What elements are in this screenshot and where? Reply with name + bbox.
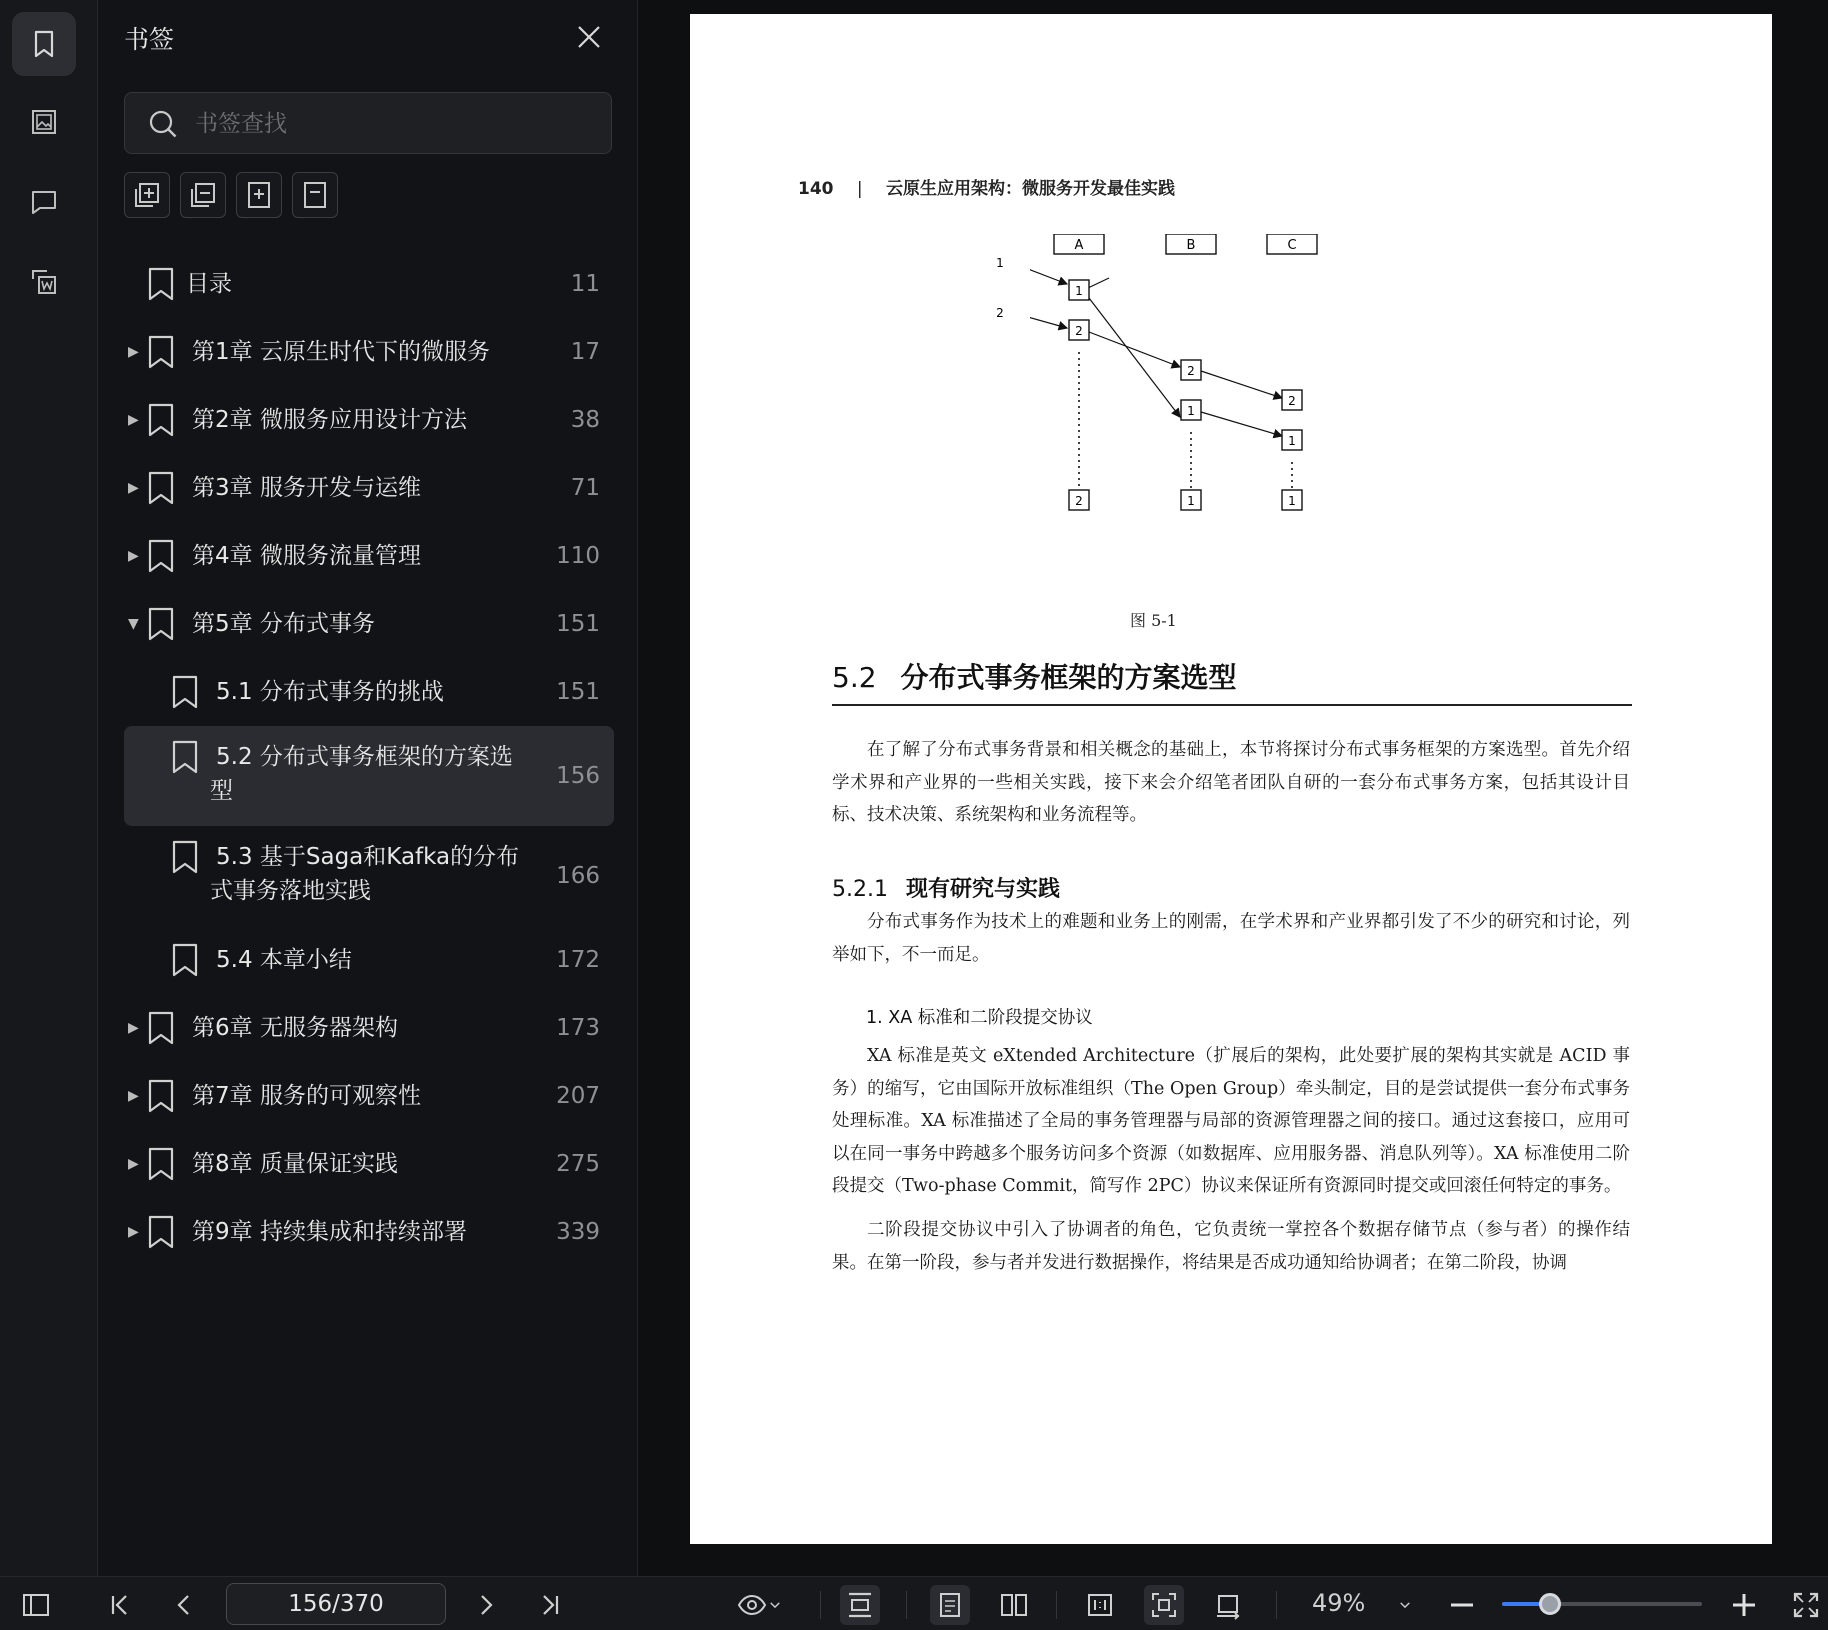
box-label: 1 [1075, 284, 1083, 298]
bookmark-icon [170, 675, 200, 709]
collapse-all-button[interactable] [180, 172, 226, 218]
sidebar-icon [21, 1590, 51, 1620]
subsection-number: 5.2.1 [832, 877, 888, 902]
running-header [798, 174, 1175, 199]
bookmark-icon [146, 1215, 176, 1249]
zoom-slider-handle[interactable] [1539, 1593, 1561, 1615]
close-panel-button[interactable] [574, 22, 604, 52]
section-title: 分布式事务框架的方案选型 [900, 661, 1237, 694]
plus-icon [1729, 1590, 1759, 1620]
bookmark-page: 207 [556, 1083, 600, 1109]
bookmark-icon [146, 403, 176, 437]
last-page-icon [535, 1590, 565, 1620]
image-icon [28, 106, 60, 138]
expand-all-icon [131, 179, 163, 211]
toggle-sidebar-button[interactable] [16, 1585, 56, 1625]
section-heading [832, 656, 1632, 706]
bookmark-item-5-3[interactable] [124, 826, 614, 926]
bookmark-label: 目录 [186, 271, 232, 297]
bookmark-icon [170, 943, 200, 977]
collapse-arrow-icon[interactable]: ▼ [128, 616, 139, 632]
text-extract-tab[interactable] [12, 250, 76, 314]
fit-page-icon [1149, 1590, 1179, 1620]
bookmark-item-ch8[interactable] [124, 1130, 614, 1198]
document-page [690, 14, 1772, 1544]
box-label: 1 [1288, 434, 1296, 448]
fit-width-icon [845, 1590, 875, 1620]
expand-arrow-icon[interactable]: ▶ [128, 480, 139, 496]
single-page-icon [935, 1590, 965, 1620]
close-icon [574, 22, 604, 52]
panel-title: 书签 [124, 25, 175, 54]
bookmark-page: 166 [556, 863, 600, 889]
bookmark-page: 275 [556, 1151, 600, 1177]
bookmark-page: 151 [556, 611, 600, 637]
first-page-icon [105, 1590, 135, 1620]
bookmark-item-ch4[interactable] [124, 522, 614, 590]
eye-icon [737, 1590, 767, 1620]
bookmark-item-5-4[interactable] [124, 926, 614, 994]
bookmark-remove-icon [299, 179, 331, 211]
actual-size-button[interactable] [1080, 1585, 1120, 1625]
column-label-a: A [1074, 238, 1084, 253]
bookmark-icon [146, 1079, 176, 1113]
box-label: 2 [1075, 324, 1083, 338]
expand-arrow-icon[interactable]: ▶ [128, 412, 139, 428]
document-viewport[interactable] [638, 0, 1828, 1576]
bookmark-icon [170, 840, 200, 874]
box-label: 2 [1075, 494, 1083, 508]
bookmark-label: 第5章 分布式事务 [192, 611, 375, 637]
bookmark-label: 第8章 质量保证实践 [192, 1151, 398, 1177]
bookmark-label-line1: 5.2 分布式事务框架的方案选 [216, 744, 513, 770]
column-label-c: C [1287, 238, 1297, 253]
box-label: 1 [1187, 404, 1195, 418]
view-mode-dropdown[interactable] [730, 1585, 790, 1625]
thumbnails-tab[interactable] [12, 90, 76, 154]
rotate-icon [1213, 1590, 1243, 1620]
previous-page-button[interactable] [164, 1585, 204, 1625]
bookmark-icon [146, 471, 176, 505]
last-page-button[interactable] [530, 1585, 570, 1625]
collapse-all-icon [187, 179, 219, 211]
bookmark-search-input[interactable] [195, 105, 595, 143]
bookmark-item-5-1[interactable] [124, 658, 614, 726]
bookmark-page: 71 [570, 475, 600, 501]
fit-page-button[interactable] [1144, 1585, 1184, 1625]
bookmark-page: 172 [556, 947, 600, 973]
two-page-button[interactable] [994, 1585, 1034, 1625]
bookmark-page: 11 [570, 271, 600, 297]
expand-arrow-icon[interactable]: ▶ [128, 548, 139, 564]
expand-arrow-icon[interactable]: ▶ [128, 344, 139, 360]
add-bookmark-button[interactable] [236, 172, 282, 218]
zoom-dropdown-button[interactable] [1390, 1585, 1420, 1625]
bookmark-icon [146, 1147, 176, 1181]
bookmark-icon [28, 28, 60, 60]
bookmark-label: 5.1 分布式事务的挑战 [216, 679, 444, 705]
minus-icon [1447, 1590, 1477, 1620]
bookmark-page: 339 [556, 1219, 600, 1245]
paragraph-intro: 在了解了分布式事务背景和相关概念的基础上，本节将探讨分布式事务框架的方案选型。首先介绍学术界和产业界的一些相关实践，接下来会介绍笔者团队自研的一套分布式事务方案，包括其设计目标、技术决策、系统架构和业务流程等。 [832, 740, 1630, 825]
fullscreen-icon [1791, 1590, 1821, 1620]
bookmark-item-ch5[interactable] [124, 590, 614, 658]
bookmark-list [124, 250, 614, 1266]
bookmark-page: 151 [556, 679, 600, 705]
zoom-in-button[interactable] [1724, 1585, 1764, 1625]
bookmark-label: 5.4 本章小结 [216, 947, 352, 973]
chevron-down-icon [1397, 1590, 1413, 1620]
bookmark-label: 第2章 微服务应用设计方法 [192, 407, 467, 433]
expand-all-button[interactable] [124, 172, 170, 218]
bookmark-icon [146, 267, 176, 301]
bookmark-page: 173 [556, 1015, 600, 1041]
comment-icon [28, 186, 60, 218]
box-label: 2 [996, 306, 1004, 320]
bookmark-item-ch7[interactable] [124, 1062, 614, 1130]
first-page-button[interactable] [100, 1585, 140, 1625]
bookmark-item-toc[interactable] [124, 250, 614, 318]
bookmark-toolbar [124, 172, 338, 218]
bookmark-icon [146, 335, 176, 369]
subsection-heading [832, 872, 1060, 903]
header-page-number: 140 [798, 179, 834, 199]
bookmark-label: 第9章 持续集成和持续部署 [192, 1219, 467, 1245]
two-page-icon [999, 1590, 1029, 1620]
bookmark-label: 第6章 无服务器架构 [192, 1015, 398, 1041]
actual-size-icon [1085, 1590, 1115, 1620]
bookmark-search [124, 92, 612, 154]
box-label: 2 [1187, 364, 1195, 378]
figure-5-1 [1030, 234, 1430, 604]
text-frame-icon [28, 266, 60, 298]
bookmark-icon [170, 740, 200, 774]
bookmark-panel [98, 0, 638, 1576]
bookmark-page: 156 [556, 763, 600, 789]
expand-arrow-icon[interactable]: ▶ [128, 1088, 139, 1104]
bookmark-item-ch3[interactable] [124, 454, 614, 522]
header-separator: | [856, 179, 863, 199]
paragraph-xa: XA 标准是英文 eXtended Architecture（扩展后的架构，此处要扩展的架构其实就是 ACID 事务）的缩写，它由国际开放标准组织（The Open Group）牵头制定，目的是尝试提供一套分布式事务处理标准。XA 标准描述了全局的事务管理器与局部的资源管理器之间的接口。通过这套接口，应用可以在同一事务中跨越多个服务访问多个资源（如数据库、应用服务器、消息队列等）。XA 标准使用二阶段提交（Two-phase Commit，简写作 2PC）协议来保证所有资源同时提交或回滚任何特定的事务。 [832, 1046, 1630, 1196]
next-page-button[interactable] [466, 1585, 506, 1625]
box-label: 2 [1288, 394, 1296, 408]
header-book-title: 云原生应用架构：微服务开发最佳实践 [886, 179, 1176, 199]
zoom-out-button[interactable] [1442, 1585, 1482, 1625]
bookmark-page: 17 [570, 339, 600, 365]
list-heading-xa: 1. XA 标准和二阶段提交协议 [866, 1008, 1093, 1028]
bookmark-item-5-2[interactable] [124, 726, 614, 826]
box-label: 1 [1288, 494, 1296, 508]
bookmark-label: 第7章 服务的可观察性 [192, 1083, 421, 1109]
bookmark-add-icon [243, 179, 275, 211]
page-number-input[interactable]: 156/370 [226, 1583, 446, 1625]
comments-tab[interactable] [12, 170, 76, 234]
remove-bookmark-button[interactable] [292, 172, 338, 218]
zoom-level[interactable]: 49% [1312, 1589, 1366, 1617]
paragraph-research: 分布式事务作为技术上的难题和业务上的刚需，在学术界和产业界都引发了不少的研究和讨论，列举如下，不一而足。 [832, 912, 1630, 965]
bookmarks-tab[interactable] [12, 12, 76, 76]
section-number: 5.2 [832, 661, 877, 694]
bookmark-page: 38 [570, 407, 600, 433]
fit-width-button[interactable] [840, 1585, 880, 1625]
expand-arrow-icon[interactable]: ▶ [128, 1020, 139, 1036]
bookmark-page: 110 [556, 543, 600, 569]
paragraph-2pc: 二阶段提交协议中引入了协调者的角色，它负责统一掌控各个数据存储节点（参与者）的操作结果。在第一阶段，参与者并发进行数据操作，将结果是否成功通知给协调者；在第二阶段，协调 [832, 1220, 1630, 1273]
bookmark-item-ch1[interactable] [124, 318, 614, 386]
expand-arrow-icon[interactable]: ▶ [128, 1224, 139, 1240]
zoom-slider[interactable] [1502, 1602, 1702, 1606]
bookmark-label: 第3章 服务开发与运维 [192, 475, 421, 501]
fullscreen-button[interactable] [1786, 1585, 1826, 1625]
chevron-right-icon [471, 1590, 501, 1620]
bookmark-label-line2: 型 [210, 778, 233, 804]
chevron-left-icon [169, 1590, 199, 1620]
single-page-button[interactable] [930, 1585, 970, 1625]
column-label-b: B [1186, 238, 1196, 253]
bookmark-icon [146, 1011, 176, 1045]
subsection-title: 现有研究与实践 [905, 877, 1060, 902]
box-label: 1 [1187, 494, 1195, 508]
bookmark-label: 第4章 微服务流量管理 [192, 543, 421, 569]
search-icon [147, 108, 179, 140]
bookmark-label: 第1章 云原生时代下的微服务 [192, 339, 490, 365]
chevron-down-icon [767, 1590, 783, 1620]
bookmark-item-ch9[interactable] [124, 1198, 614, 1266]
bottom-toolbar [0, 1576, 1828, 1630]
rotate-button[interactable] [1208, 1585, 1248, 1625]
bookmark-item-ch6[interactable] [124, 994, 614, 1062]
figure-input-labels [990, 234, 1030, 354]
bookmark-label-line1: 5.3 基于Saga和Kafka的分布 [216, 844, 520, 870]
bookmark-label-line2: 式事务落地实践 [210, 878, 371, 904]
figure-caption: 图 5-1 [1130, 611, 1177, 630]
bookmark-icon [146, 607, 176, 641]
expand-arrow-icon[interactable]: ▶ [128, 1156, 139, 1172]
bookmark-icon [146, 539, 176, 573]
left-icon-rail [0, 0, 98, 1576]
bookmark-item-ch2[interactable] [124, 386, 614, 454]
box-label: 1 [996, 256, 1004, 270]
